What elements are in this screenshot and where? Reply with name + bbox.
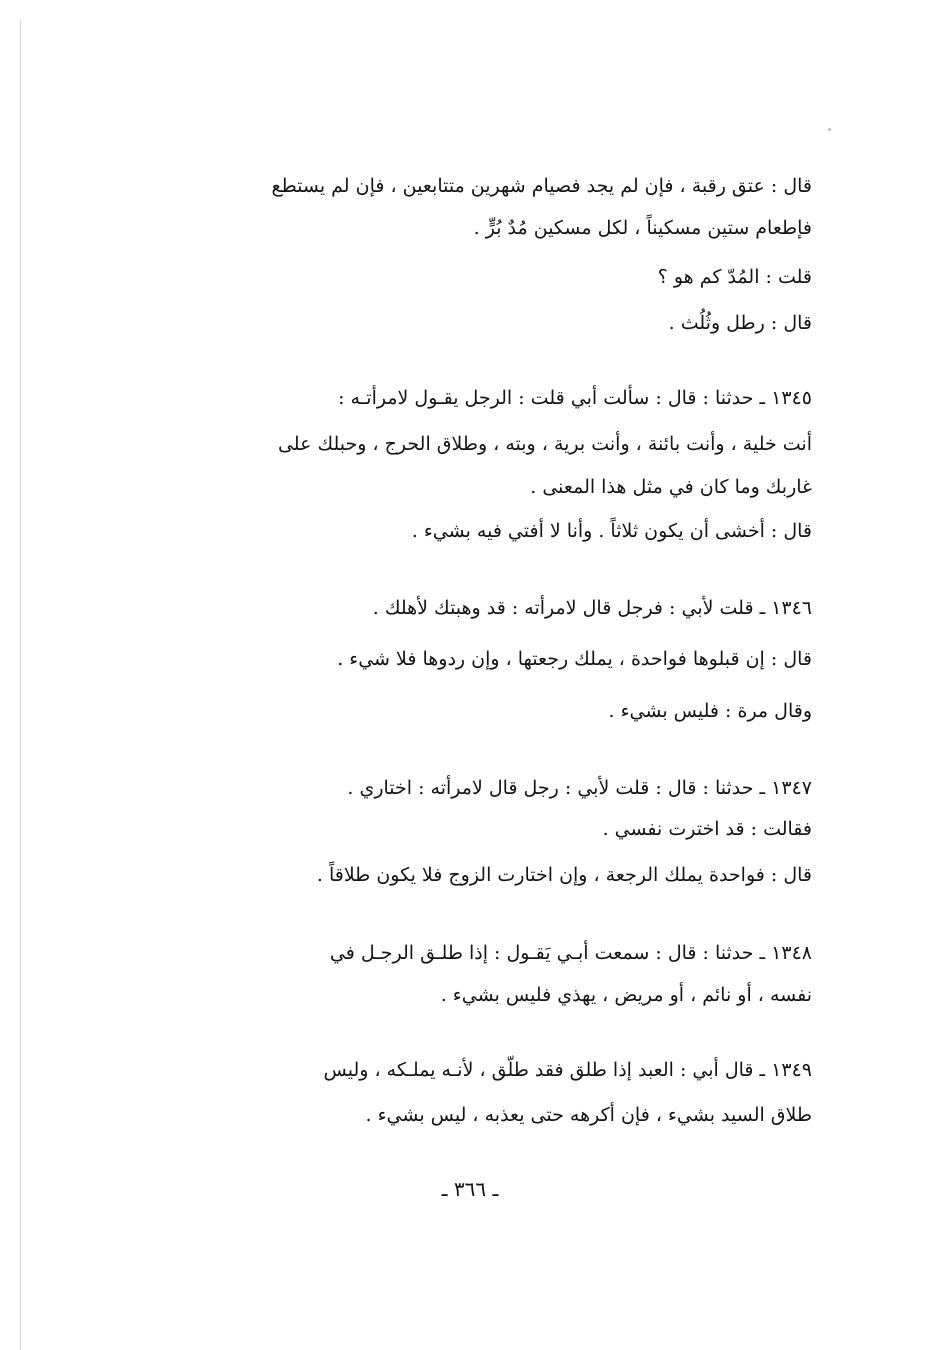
text-line: قلت : المُدّ كم هو ؟ [657,266,812,288]
page-number: ـ ٣٦٦ ـ [441,1177,499,1201]
text-line: ١٣٤٥ ـ حدثنا : قال : سألت أبي قلت : الرجل يقـول لامرأتـه : [338,387,812,409]
text-line: فإطعام ستين مسكيناً ، لكل مسكين مُدٌ بُرٍّ . [473,217,812,239]
speck [828,128,831,131]
text-line: فقالت : قد اخترت نفسي . [602,818,812,840]
text-line: ١٣٤٨ ـ حدثنا : قال : سمعت أبـي يَقـول : إذا طلـق الرجـل في [329,942,812,964]
text-line: ١٣٤٦ ـ قلت لأبي : فرجل قال لامرأته : قد وهبتك لأهلك . [372,597,812,619]
text-line: قال : فواحدة يملك الرجعة ، وإن اختارت الزوج فلا يكون طلاقاً . [316,864,812,886]
text-line: قال : إن قبلوها فواحدة ، يملك رجعتها ، وإن ردوها فلا شيء . [337,648,812,670]
text-line: ١٣٤٧ ـ حدثنا : قال : قلت لأبي : رجل قال لامرأته : اختاري . [347,777,812,799]
page-edge-line [20,20,21,1350]
text-line: قال : عتق رقبة ، فإن لم يجد فصيام شهرين متتابعين ، فإن لم يستطع [271,175,812,197]
text-line: غاربك وما كان في مثل هذا المعنى . [530,476,812,498]
text-line: نفسه ، أو نائم ، أو مريض ، يهذي فليس بشيء . [440,984,812,1006]
text-line: أنت خلية ، وأنت بائنة ، وأنت برية ، وبته ، وطلاق الحرج ، وحبلك على [277,433,812,455]
text-line: وقال مرة : فليس بشيء . [608,700,812,722]
text-line: قال : أخشى أن يكون ثلاثاً . وأنا لا أفتي فيه بشيء . [411,520,812,542]
main-text [156,0,812,1350]
text-line: قال : رطل وثُلُث . [668,312,812,334]
text-line: ١٣٤٩ ـ قال أبي : العبد إذا طلق فقد طلّق ، لأنـه يملـكه ، وليس [323,1059,812,1081]
text-line: طلاق السيد بشيء ، فإن أكرهه حتى يعذبه ، ليس بشيء . [365,1104,812,1126]
